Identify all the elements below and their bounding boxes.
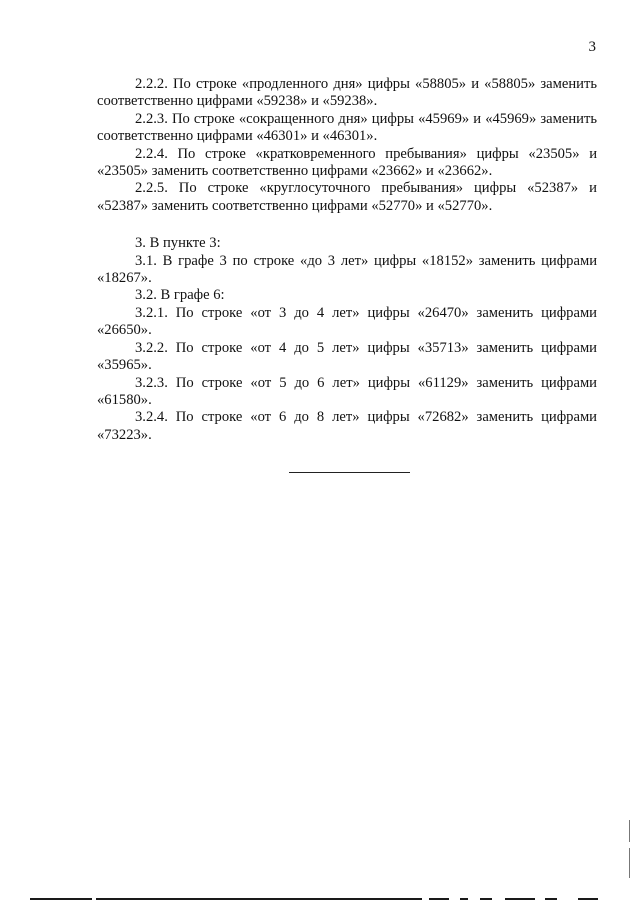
scan-edge-mark bbox=[629, 848, 630, 878]
paragraph-3-2-4: 3.2.4. По строке «от 6 до 8 лет» цифры «72682» заменить цифрами «73223». bbox=[97, 409, 597, 443]
paragraph-2-2-2: 2.2.2. По строке «продленного дня» цифры «58805» и «58805» заменить соответственно цифрами «59238» и «59238». bbox=[97, 76, 597, 110]
paragraph-3-1: 3.1. В графе 3 по строке «до 3 лет» цифры «18152» заменить цифрами «18267». bbox=[97, 252, 597, 287]
footer-scan-line bbox=[480, 898, 492, 900]
paragraph-2-2-5: 2.2.5. По строке «круглосуточного пребывания» цифры «52387» и «52387» заменить соответственно цифрами «52770» и «52770». bbox=[97, 180, 597, 214]
paragraph-3-2-1: 3.2.1. По строке «от 3 до 4 лет» цифры «26470» заменить цифрами «26650». bbox=[97, 304, 597, 339]
paragraph-3-2-2: 3.2.2. По строке «от 4 до 5 лет» цифры «35713» заменить цифрами «35965». bbox=[97, 339, 597, 374]
footer-scan-line bbox=[96, 898, 422, 900]
footer-scan-line bbox=[505, 898, 535, 900]
paragraph-3-2: 3.2. В графе 6: bbox=[135, 287, 225, 304]
scan-edge-mark bbox=[629, 820, 630, 842]
paragraph-2-2-3: 2.2.3. По строке «сокращенного дня» цифры «45969» и «45969» заменить соответственно цифрами «46301» и «46301». bbox=[97, 110, 597, 145]
paragraph-2-2-4: 2.2.4. По строке «кратковременного пребывания» цифры «23505» и «23505» заменить соответственно цифрами «23662» и «23662». bbox=[97, 145, 597, 180]
footer-scan-line bbox=[460, 898, 468, 900]
footer-scan-line bbox=[429, 898, 449, 900]
document-body bbox=[97, 76, 597, 444]
section-spacer bbox=[97, 215, 597, 235]
paragraph-3-2-3: 3.2.3. По строке «от 5 до 6 лет» цифры «61129» заменить цифрами «61580». bbox=[97, 374, 597, 408]
paragraph-3: 3. В пункте 3: bbox=[135, 235, 221, 252]
end-of-text-divider bbox=[289, 472, 410, 473]
page-number: 3 bbox=[588, 39, 596, 55]
footer-scan-line bbox=[578, 898, 598, 900]
footer-scan-line bbox=[30, 898, 92, 900]
footer-scan-line bbox=[545, 898, 557, 900]
